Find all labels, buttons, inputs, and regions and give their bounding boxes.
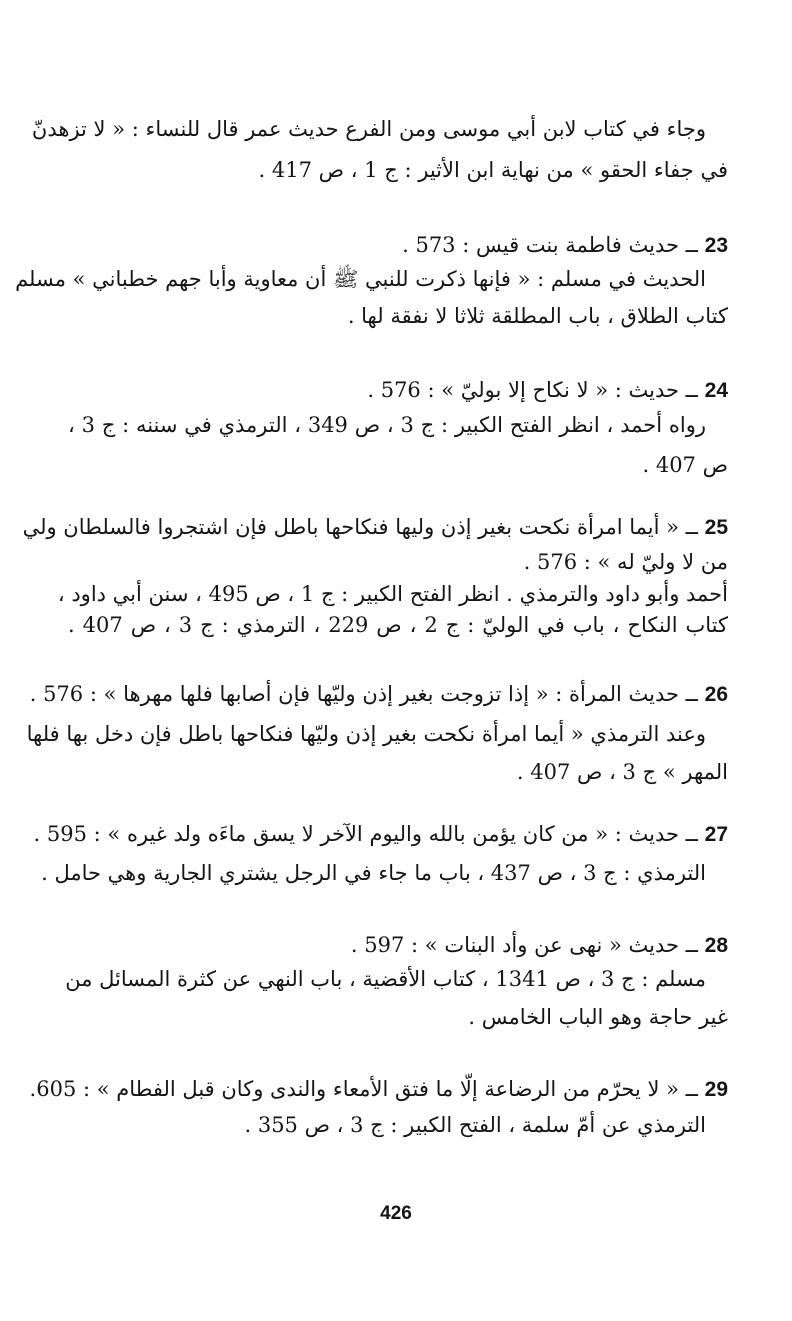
page-number: 426 xyxy=(380,1203,412,1224)
note-24-heading xyxy=(68,373,728,408)
note-heading-text: ــ « لا يحرّم من الرضاعة إلّا ما فتق الأمعاء والندى وكان قبل الفطام » : 605. xyxy=(29,1077,698,1101)
note-number: 29 xyxy=(704,1078,728,1101)
note-25-line-4: كتاب النكاح ، باب في الوليّ : ج 2 ، ص 229 ، الترمذي : ج 3 ، ص 407 . xyxy=(68,613,728,637)
note-23-line-2: الحديث في مسلم : « فإنها ذكرت للنبي ﷺ أن معاوية وأبا جهم خطباني » مسلم xyxy=(15,267,706,291)
note-29-line-2: الترمذي عن أمّ سلمة ، الفتح الكبير : ج 3 ، ص 355 . xyxy=(244,1113,706,1137)
note-26-line-2: وعند الترمذي « أيما امرأة نكحت بغير إذن وليّها فنكاحها باطل فإن دخل بها فلها xyxy=(26,722,706,746)
note-26-heading xyxy=(29,677,728,712)
note-28-line-2: مسلم : ج 3 ، ص 1341 ، كتاب الأقضية ، باب النهي عن كثرة المسائل من xyxy=(65,967,706,991)
note-27-heading xyxy=(33,817,728,852)
note-28-line-3: غير حاجة وهو الباب الخامس . xyxy=(468,1005,728,1029)
note-heading-text: ــ حديث « نهى عن وأد البنات » : 597 . xyxy=(350,933,698,957)
note-heading-text: ــ حديث : « من كان يؤمن بالله واليوم الآخر لا يسق ماءَه ولد غيره » : 595 . xyxy=(33,822,698,846)
note-heading-text: ــ حديث : « لا نكاح إلا بوليّ » : 576 . xyxy=(367,378,698,402)
note-25-heading xyxy=(22,510,728,545)
note-24-line-3: ص 407 . xyxy=(642,453,728,477)
note-number: 23 xyxy=(704,234,728,257)
note-26-line-3: المهر » ج 3 ، ص 407 . xyxy=(516,760,728,784)
note-heading-text: ــ حديث المرأة : « إذا تزوجت بغير إذن وليّها فإن أصابها فلها مهرها » : 576 . xyxy=(29,682,698,706)
note-25-line-2: من لا وليّ له » : 576 . xyxy=(523,550,728,574)
note-number: 28 xyxy=(704,934,728,957)
note-23-heading xyxy=(68,228,728,263)
note-23-line-3: كتاب الطلاق ، باب المطلقة ثلاثا لا نفقة لها . xyxy=(347,304,728,328)
note-28-heading xyxy=(68,928,728,963)
note-number: 24 xyxy=(704,379,728,402)
note-heading-text: ــ حديث فاطمة بنت قيس : 573 . xyxy=(402,233,698,257)
note-27-line-2: الترمذي : ج 3 ، ص 437 ، باب ما جاء في الرجل يشتري الجارية وهي حامل . xyxy=(41,861,706,885)
note-heading-text: ــ « أيما امرأة نكحت بغير إذن وليها فنكاحها باطل فإن اشتجروا فالسلطان ولي xyxy=(22,515,698,539)
note-25-line-3: أحمد وأبو داود والترمذي . انظر الفتح الكبير : ج 1 ، ص 495 ، سنن أبي داود ، xyxy=(57,582,728,606)
note-number: 25 xyxy=(704,516,728,539)
intro-line-2: في جفاء الحقو » من نهاية ابن الأثير : ج 1 ، ص 417 . xyxy=(258,158,728,182)
note-number: 26 xyxy=(704,683,728,706)
note-29-heading xyxy=(29,1072,728,1107)
note-number: 27 xyxy=(704,823,728,846)
note-24-line-2: رواه أحمد ، انظر الفتح الكبير : ج 3 ، ص 349 ، الترمذي في سننه : ج 3 ، xyxy=(68,413,706,437)
intro-line-1: وجاء في كتاب لابن أبي موسى ومن الفرع حديث عمر قال للنساء : « لا تزهدنّ xyxy=(31,117,706,141)
